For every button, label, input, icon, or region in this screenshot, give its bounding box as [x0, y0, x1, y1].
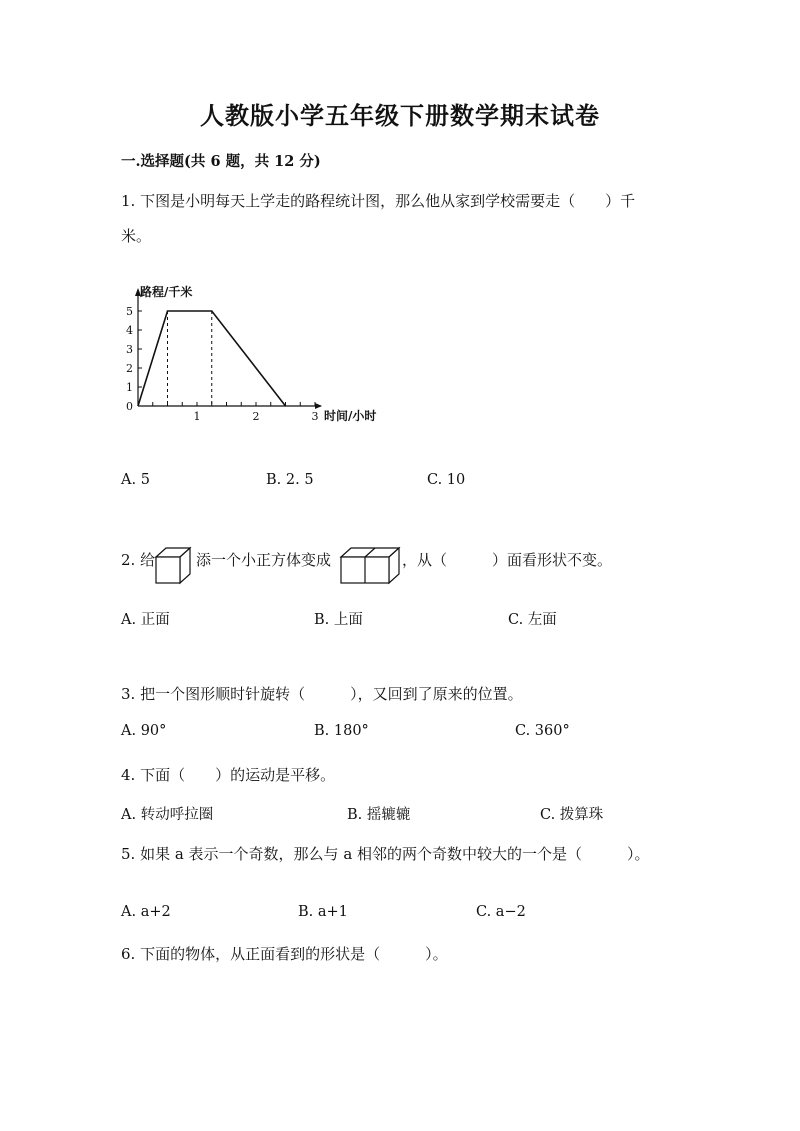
page-title: 人教版小学五年级下册数学期末试卷	[200, 101, 600, 130]
y-tick-label: 1	[126, 381, 133, 394]
single-cube-figure	[154, 545, 194, 587]
question-2-part-3: ，从（ ）面看形状不变。	[402, 551, 613, 569]
q1-option-a[interactable]: A. 5	[121, 472, 150, 488]
chart-labels	[126, 284, 376, 423]
q2-option-b[interactable]: B. 上面	[314, 612, 363, 628]
y-tick-label: 4	[126, 324, 133, 337]
q4-option-c[interactable]: C. 拨算珠	[540, 807, 604, 823]
q4-option-a[interactable]: A. 转动呼拉圈	[121, 807, 214, 823]
x-tick-label: 1	[193, 410, 201, 423]
q2-option-c[interactable]: C. 左面	[508, 612, 557, 628]
q1-option-b[interactable]: B. 2. 5	[266, 472, 314, 488]
y-tick-label: 3	[126, 343, 133, 356]
cube-front-face	[156, 557, 180, 583]
question-1-line-2: 米。	[121, 227, 152, 245]
y-tick-label: 0	[126, 400, 133, 413]
q1-option-c[interactable]: C. 10	[427, 472, 466, 488]
distance-time-chart	[118, 276, 418, 432]
two-cube-figure	[339, 545, 401, 587]
section-heading: 一.选择题(共 6 题，共 12 分)	[121, 153, 321, 170]
chart-guides	[168, 311, 212, 406]
y-tick-label: 5	[126, 305, 133, 318]
q3-option-a[interactable]: A. 90°	[121, 723, 167, 739]
y-tick-label: 2	[126, 362, 133, 375]
q5-option-a[interactable]: A. a+2	[121, 904, 171, 920]
question-6: 6. 下面的物体，从正面看到的形状是（ ）。	[121, 945, 448, 963]
y-axis-title: 路程/千米	[140, 285, 193, 299]
question-2-part-1: 2. 给	[121, 551, 156, 569]
q5-option-b[interactable]: B. a+1	[298, 904, 348, 920]
x-axis-title: 时间/小时	[324, 409, 377, 423]
x-tick-label: 3	[311, 410, 319, 423]
question-3: 3. 把一个图形顺时针旋转（ ），又回到了原来的位置。	[121, 685, 523, 703]
x-tick-label: 2	[252, 410, 260, 423]
q3-option-c[interactable]: C. 360°	[515, 723, 570, 739]
x-axis-arrow	[315, 403, 322, 409]
question-5: 5. 如果 a 表示一个奇数，那么与 a 相邻的两个奇数中较大的一个是（ ）。	[121, 845, 650, 863]
chart-axes	[135, 288, 322, 409]
q4-option-b[interactable]: B. 摇辘辘	[347, 807, 411, 823]
question-4: 4. 下面（ ）的运动是平移。	[121, 766, 336, 784]
q5-option-c[interactable]: C. a−2	[476, 904, 526, 920]
q3-option-b[interactable]: B. 180°	[314, 723, 369, 739]
question-1-line-1: 1. 下图是小明每天上学走的路程统计图，那么他从家到学校需要走（ ）千	[121, 192, 636, 210]
q2-option-a[interactable]: A. 正面	[121, 612, 170, 628]
question-2-part-2: 添一个小正方体变成	[196, 551, 332, 569]
